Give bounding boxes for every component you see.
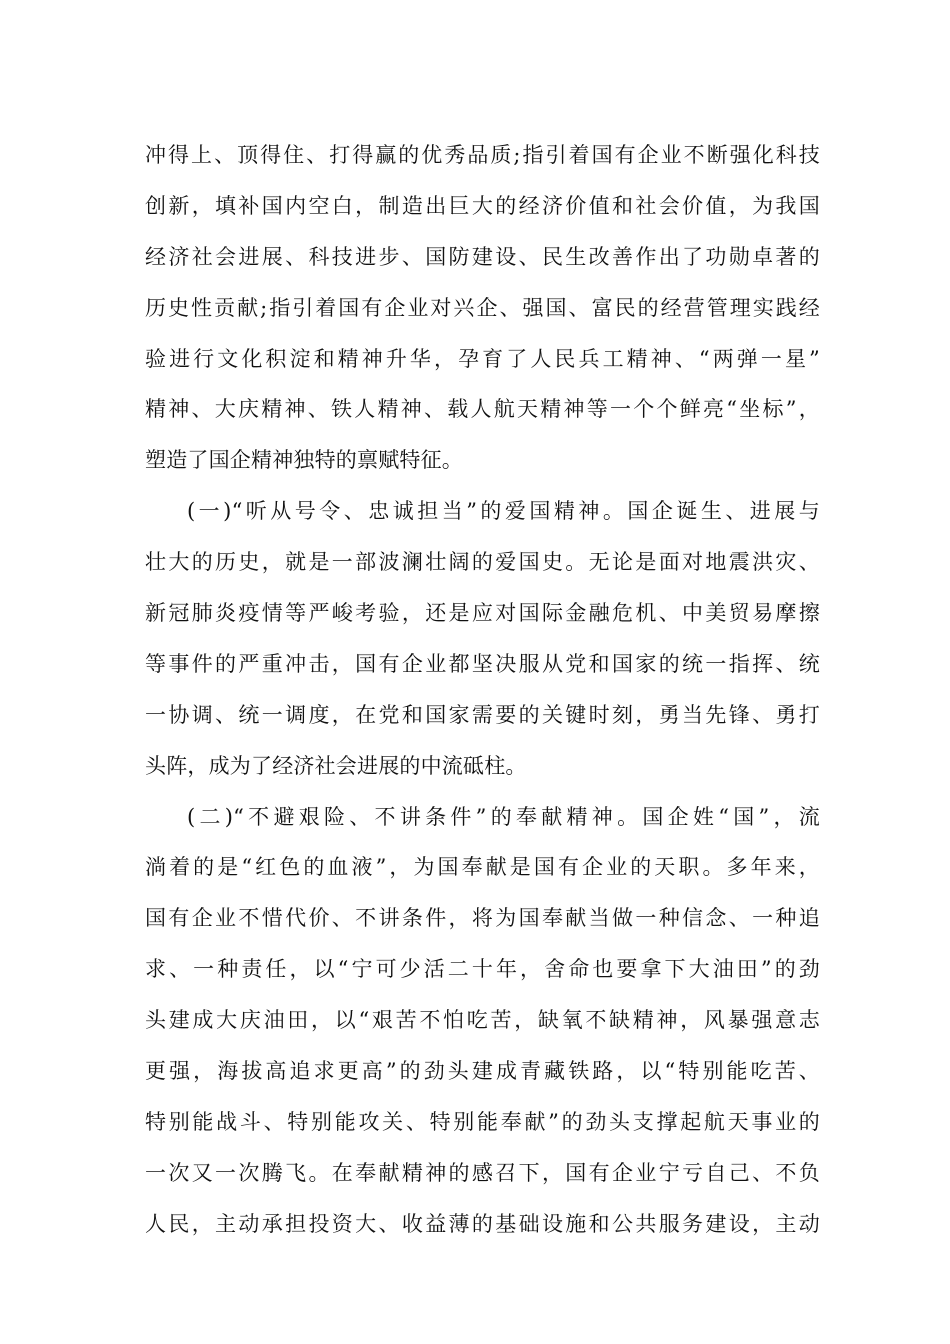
text-line: 精神、大庆精神、铁人精神、载人航天精神等一个个鲜亮“坐标”， — [145, 397, 820, 422]
text-line: 历史性贡献;指引着国有企业对兴企、强国、富民的经营管理实践经 — [145, 295, 820, 320]
text-line: 塑造了国企精神独特的禀赋特征。 — [145, 448, 463, 473]
document-body — [145, 130, 820, 1250]
paragraph-heading-line: (一)“听从号令、忠诚担当”的爱国精神。国企诞生、进展与 — [187, 499, 820, 524]
text-line: 求、一种责任，以“宁可少活二十年，舍命也要拿下大油田”的劲 — [145, 957, 820, 982]
text-line: 验进行文化积淀和精神升华，孕育了人民兵工精神、“两弹一星” — [145, 346, 820, 371]
text-line: 创新，填补国内空白，制造出巨大的经济价值和社会价值，为我国 — [145, 193, 820, 218]
text-line: 国有企业不惜代价、不讲条件，将为国奉献当做一种信念、一种追 — [145, 906, 820, 931]
text-line: 壮大的历史，就是一部波澜壮阔的爱国史。无论是面对地震洪灾、 — [145, 550, 820, 575]
text-line: 经济社会进展、科技进步、国防建设、民生改善作出了功勋卓著的 — [145, 244, 820, 269]
paragraph-heading-line: (二)“不避艰险、不讲条件”的奉献精神。国企姓“国”，流 — [187, 804, 820, 829]
text-line: 等事件的严重冲击，国有企业都坚决服从党和国家的统一指挥、统 — [145, 651, 820, 676]
text-line: 人民，主动承担投资大、收益薄的基础设施和公共服务建设，主动 — [145, 1211, 820, 1236]
text-line: 更强，海拔高追求更高”的劲头建成青藏铁路，以“特别能吃苦、 — [145, 1059, 820, 1084]
text-line: 一协调、统一调度，在党和国家需要的关键时刻，勇当先锋、勇打 — [145, 702, 820, 727]
text-line: 新冠肺炎疫情等严峻考验，还是应对国际金融危机、中美贸易摩擦 — [145, 601, 820, 626]
text-line: 淌着的是“红色的血液”，为国奉献是国有企业的天职。多年来， — [145, 855, 820, 880]
text-line: 特别能战斗、特别能攻关、特别能奉献”的劲头支撑起航天事业的 — [145, 1109, 820, 1134]
text-line: 头阵，成为了经济社会进展的中流砥柱。 — [145, 753, 527, 778]
text-line: 头建成大庆油田，以“艰苦不怕吃苦，缺氧不缺精神，风暴强意志 — [145, 1008, 820, 1033]
text-line: 冲得上、顶得住、打得赢的优秀品质;指引着国有企业不断强化科技 — [145, 143, 820, 167]
text-line: 一次又一次腾飞。在奉献精神的感召下，国有企业宁亏自己、不负 — [145, 1160, 820, 1185]
